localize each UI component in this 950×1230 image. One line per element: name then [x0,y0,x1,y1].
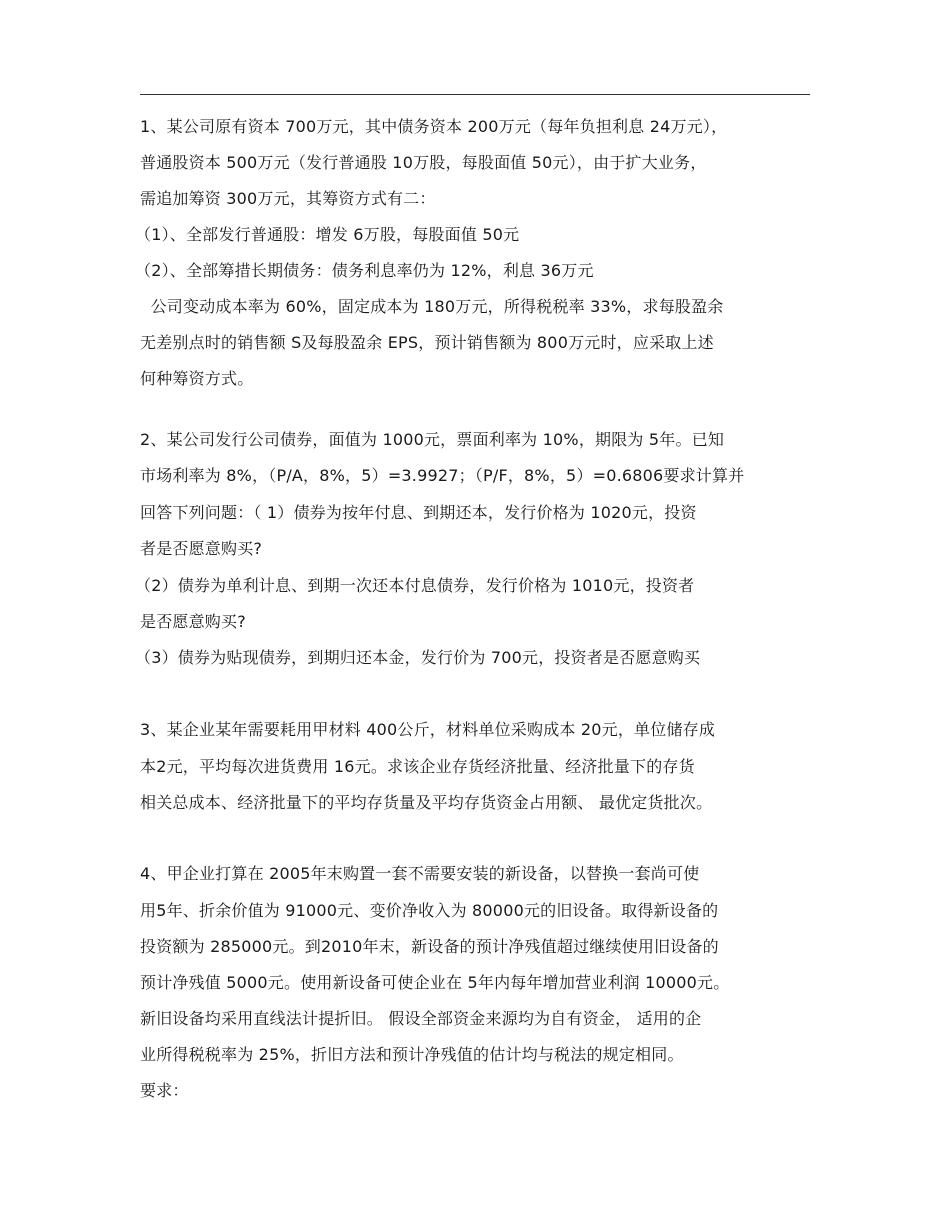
q4-line-5: 新旧设备均采用直线法计提折旧。 假设全部资金来源均为自有资金， 适用的企 [140,1009,702,1028]
q2-line-5: （2）债券为单利计息、到期一次还本付息债券，发行价格为 1010元，投资者 [135,576,695,595]
q4-line-4: 预计净残值 5000元。使用新设备可使企业在 5年内每年增加营业利润 10000元。 [140,973,730,992]
q4-requirements-label: 要求： [140,1081,189,1100]
q1-line-8: 何种筹资方式。 [140,369,254,388]
q1-line-3: 需追加筹资 300万元，其筹资方式有二： [140,189,436,208]
q4-line-2: 用5年、折余价值为 91000元、变价净收入为 80000元的旧设备。取得新设备的 [140,901,719,920]
q2-line-7: （3）债券为贴现债券，到期归还本金，发行价为 700元，投资者是否愿意购买 [135,648,701,667]
q1-line-2: 普通股资本 500万元（发行普通股 10万股，每股面值 50元），由于扩大业务， [140,153,707,172]
q1-line-7: 无差别点时的销售额 S及每股盈余 EPS，预计销售额为 800万元时，应采取上述 [140,333,714,352]
q3-line-3: 相关总成本、经济批量下的平均存货量及平均存货资金占用额、 最优定货批次。 [140,793,713,812]
q2-line-3: 回答下列问题：（ 1）债券为按年付息、到期还本，发行价格为 1020元，投资 [140,503,697,522]
q2-line-6: 是否愿意购买? [140,612,246,631]
q1-option-1: （1）、全部发行普通股：增发 6万股，每股面值 50元 [135,225,520,244]
q4-line-1: 4、甲企业打算在 2005年末购置一套不需要安装的新设备，以替换一套尚可使 [140,864,700,883]
q2-line-2: 市场利率为 8%，（P/A，8%，5）=3.9927；（P/F，8%，5）=0.6806要求计算并 [140,466,745,485]
header-rule [140,94,810,95]
q2-line-4: 者是否愿意购买? [140,539,263,558]
q2-line-1: 2、某公司发行公司债券，面值为 1000元，票面利率为 10%，期限为 5年。已知 [140,430,725,449]
q4-line-3: 投资额为 285000元。到2010年末，新设备的预计净残值超过继续使用旧设备的 [140,937,719,956]
q4-line-6: 业所得税税率为 25%，折旧方法和预计净残值的估计均与税法的规定相同。 [140,1045,684,1064]
q3-line-1: 3、某企业某年需要耗用甲材料 400公斤，材料单位采购成本 20元，单位储存成 [140,720,716,739]
q1-line-6: 公司变动成本率为 60%，固定成本为 180万元，所得税税率 33%，求每股盈余 [140,297,724,316]
q1-option-2: （2）、全部筹措长期债务：债务利息率仍为 12%，利息 36万元 [135,261,594,280]
q3-line-2: 本2元，平均每次进货费用 16元。求该企业存货经济批量、经济批量下的存货 [140,757,695,776]
q1-line-1: 1、某公司原有资本 700万元，其中债务资本 200万元（每年负担利息 24万元）， [140,117,728,136]
